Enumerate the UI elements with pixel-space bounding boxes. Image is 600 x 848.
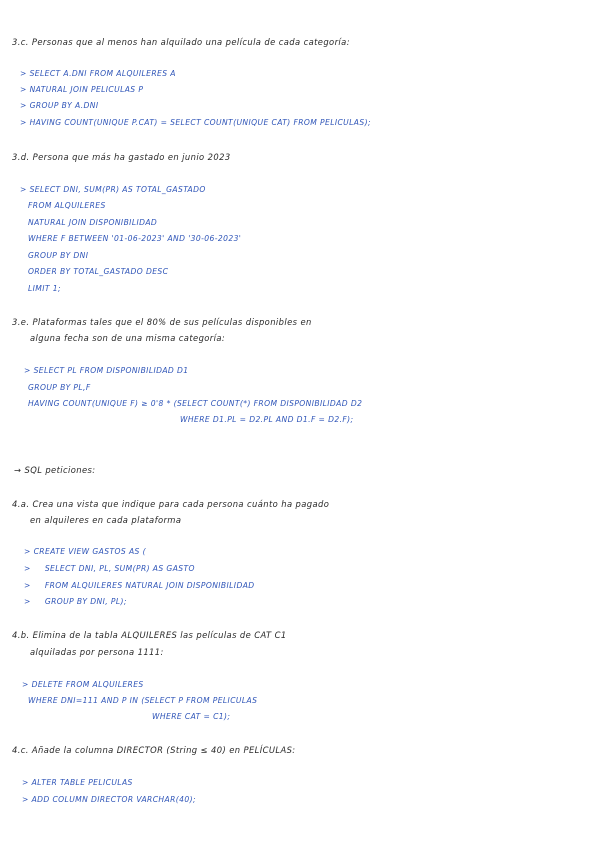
code-line: > GROUP BY A.DNI bbox=[20, 101, 99, 110]
code-line: > SELECT A.DNI FROM ALQUILERES A bbox=[20, 69, 176, 78]
heading-3e-cont: alguna fecha son de una misma categoría: bbox=[30, 333, 226, 343]
heading-4a: 4.a. Crea una vista que indique para cada persona cuánto ha pagado bbox=[12, 499, 330, 509]
code-line: NATURAL JOIN DISPONIBILIDAD bbox=[28, 218, 158, 227]
code-line: > GROUP BY DNI, PL); bbox=[24, 597, 127, 606]
code-line: > SELECT DNI, SUM(PR) AS TOTAL_GASTADO bbox=[20, 185, 206, 194]
sql-peticiones-heading: → SQL peticiones: bbox=[14, 465, 96, 475]
code-line: WHERE DNI=111 AND P IN (SELECT P FROM PELICULAS bbox=[28, 696, 258, 705]
code-line: FROM ALQUILERES bbox=[28, 201, 106, 210]
code-line: > ADD COLUMN DIRECTOR VARCHAR(40); bbox=[22, 795, 196, 804]
code-line: > FROM ALQUILERES NATURAL JOIN DISPONIBILIDAD bbox=[24, 581, 255, 590]
heading-4a-cont: en alquileres en cada plataforma bbox=[30, 515, 182, 525]
code-line: GROUP BY DNI bbox=[28, 251, 89, 260]
code-line: ORDER BY TOTAL_GASTADO DESC bbox=[28, 267, 169, 276]
heading-3e: 3.e. Plataformas tales que el 80% de sus películas disponibles en bbox=[12, 317, 312, 327]
code-line: > NATURAL JOIN PELICULAS P bbox=[20, 85, 144, 94]
code-line: > DELETE FROM ALQUILERES bbox=[22, 680, 144, 689]
code-line: HAVING COUNT(UNIQUE F) ≥ 0'8 * (SELECT COUNT(*) FROM DISPONIBILIDAD D2 bbox=[28, 399, 363, 408]
code-line: WHERE D1.PL = D2.PL AND D1.F = D2.F); bbox=[180, 415, 354, 424]
heading-4b: 4.b. Elimina de la tabla ALQUILERES las películas de CAT C1 bbox=[12, 630, 287, 640]
code-line: LIMIT 1; bbox=[28, 284, 61, 293]
heading-4c: 4.c. Añade la columna DIRECTOR (String ≤ 40) en PELÍCULAS: bbox=[12, 745, 296, 755]
code-line: > HAVING COUNT(UNIQUE P.CAT) = SELECT COUNT(UNIQUE CAT) FROM PELICULAS); bbox=[20, 118, 371, 127]
code-line: GROUP BY PL,F bbox=[28, 383, 91, 392]
heading-4b-cont: alquiladas por persona 1111: bbox=[30, 647, 164, 657]
heading-3c: 3.c. Personas que al menos han alquilado una película de cada categoría: bbox=[12, 37, 350, 47]
code-line: > SELECT DNI, PL, SUM(PR) AS GASTO bbox=[24, 564, 195, 573]
code-line: > SELECT PL FROM DISPONIBILIDAD D1 bbox=[24, 366, 189, 375]
heading-3d: 3.d. Persona que más ha gastado en junio 2023 bbox=[12, 152, 231, 162]
code-line: > CREATE VIEW GASTOS AS ( bbox=[24, 547, 146, 556]
code-line: WHERE CAT = C1); bbox=[152, 712, 231, 721]
code-line: > ALTER TABLE PELICULAS bbox=[22, 778, 133, 787]
code-line: WHERE F BETWEEN '01-06-2023' AND '30-06-2023' bbox=[28, 234, 242, 243]
